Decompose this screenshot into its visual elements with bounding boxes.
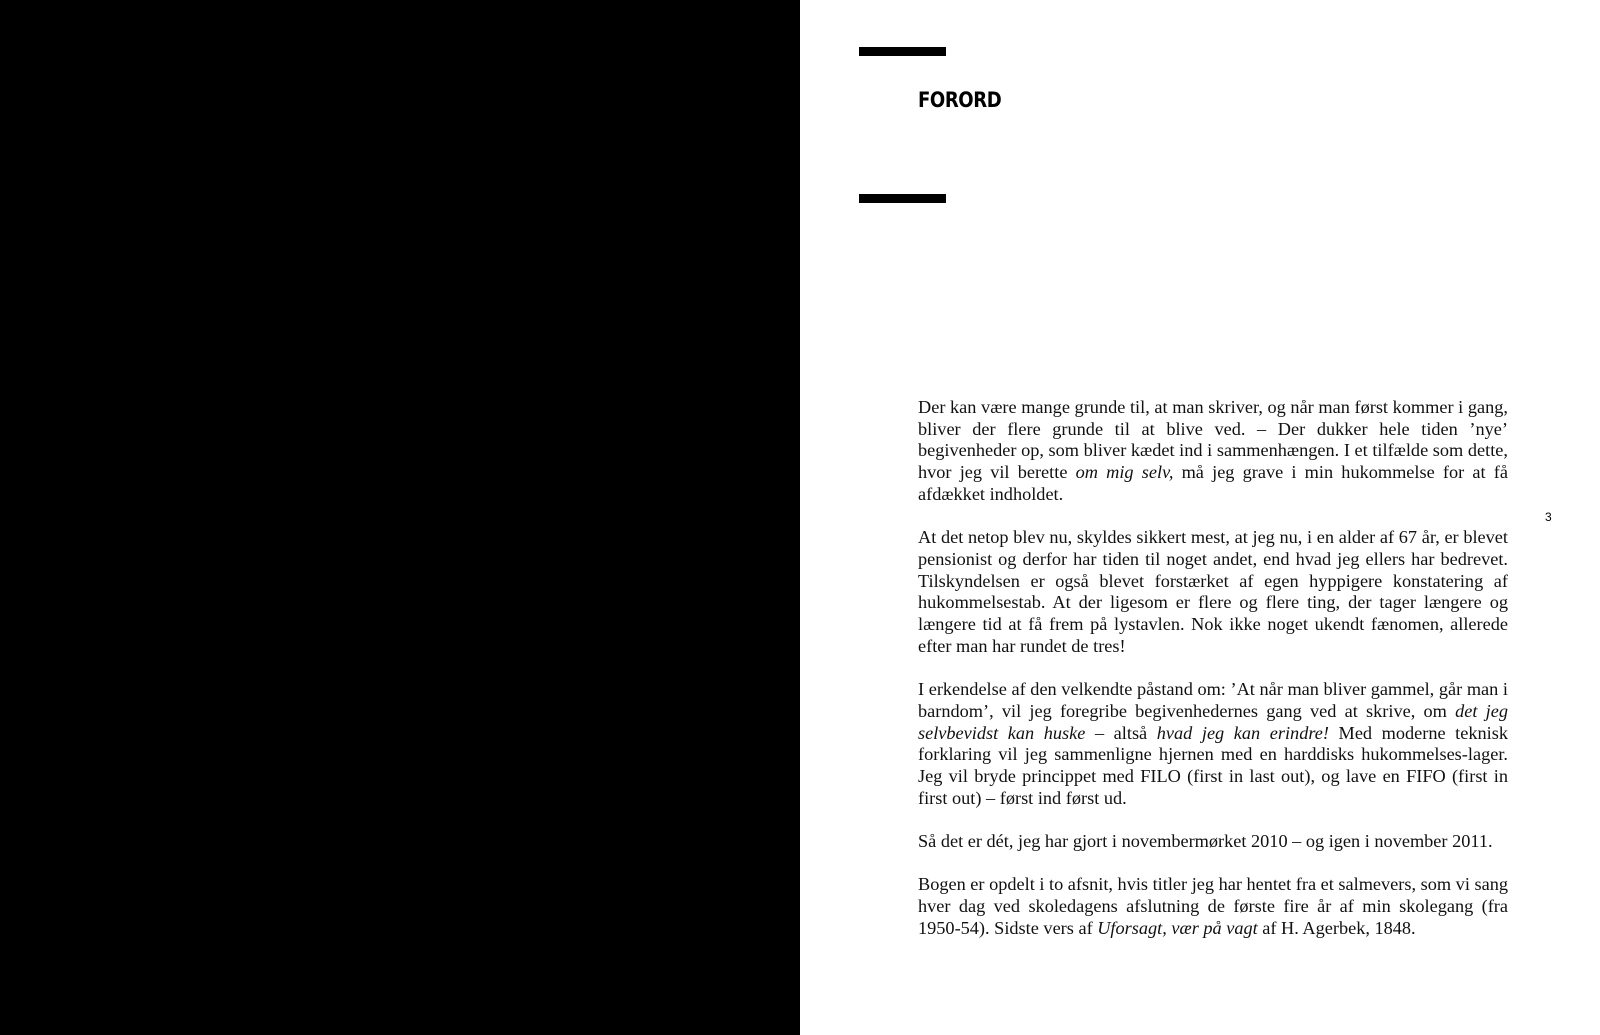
text-segment: Med moderne teknisk forklaring vil jeg sammenligne hjernen med en harddisks hukommelses-lager. Jeg vil bryde princippet med FILO (first in last out), og lave en FIFO (first in first out) – først ind først ud.	[918, 722, 1508, 808]
text-segment: Der kan være mange grunde til, at man skriver, og når man først kommer i gang, bliver der flere grunde til at blive ved. – Der dukker hele tiden ’nye’ begivenheder op, som bliver kædet ind i sammenhængen. I et tilfælde som dette, hvor jeg vil berette	[918, 397, 1508, 483]
italic-segment: Uforsagt, vær på vagt	[1097, 917, 1258, 938]
page-number: 3	[1545, 510, 1552, 524]
italic-segment: det jeg selvbevidst kan huske	[918, 700, 1508, 743]
right-page	[800, 0, 1600, 1035]
italic-segment: om mig selv,	[1075, 462, 1174, 483]
paragraph-5	[918, 874, 1508, 939]
text-segment: I erkendelse af den velkendte påstand om: ’At når man bliver gammel, går man i barndom’, vil jeg foregribe begivenhedernes gang ved at skrive, om	[918, 679, 1508, 721]
text-segment: At det netop blev nu, skyldes sikkert mest, at jeg nu, i en alder af 67 år, er blevet pensionist og derfor har tiden til noget andet, end hvad jeg ellers har bedrevet. Tilskyndelsen er også blevet forstærket af egen hyppigere konstatering af hukommelsestab. At der ligesom er flere og flere ting, der tager længere og længere tid at få frem på lystavlen. Nok ikke noget ukendt fænomen, allerede efter man har rundet de tres!	[918, 527, 1508, 656]
bottom-rule	[859, 194, 946, 203]
text-segment: Bogen er opdelt i to afsnit, hvis titler jeg har hentet fra et salmevers, som vi sang hver dag ved skoledagens afslutning de første fire år af min skolegang (fra 1950-54). Sidste vers af	[918, 874, 1508, 938]
text-segment: af H. Agerbek, 1848.	[1257, 917, 1416, 938]
text-segment: – altså	[1085, 722, 1157, 743]
text-segment: må jeg grave i min hukommelse for at få afdækket indholdet.	[918, 462, 1508, 504]
italic-segment: hvad jeg kan erindre!	[1156, 722, 1329, 743]
text-segment: Så det er dét, jeg har gjort i novembermørket 2010 – og igen i november 2011.	[918, 831, 1493, 852]
body-text	[918, 397, 1508, 961]
chapter-title: FORORD	[918, 88, 1002, 112]
paragraph-4	[918, 831, 1508, 853]
paragraph-2	[918, 527, 1508, 657]
paragraph-1	[918, 397, 1508, 506]
paragraph-3	[918, 679, 1508, 809]
top-rule	[859, 47, 946, 56]
